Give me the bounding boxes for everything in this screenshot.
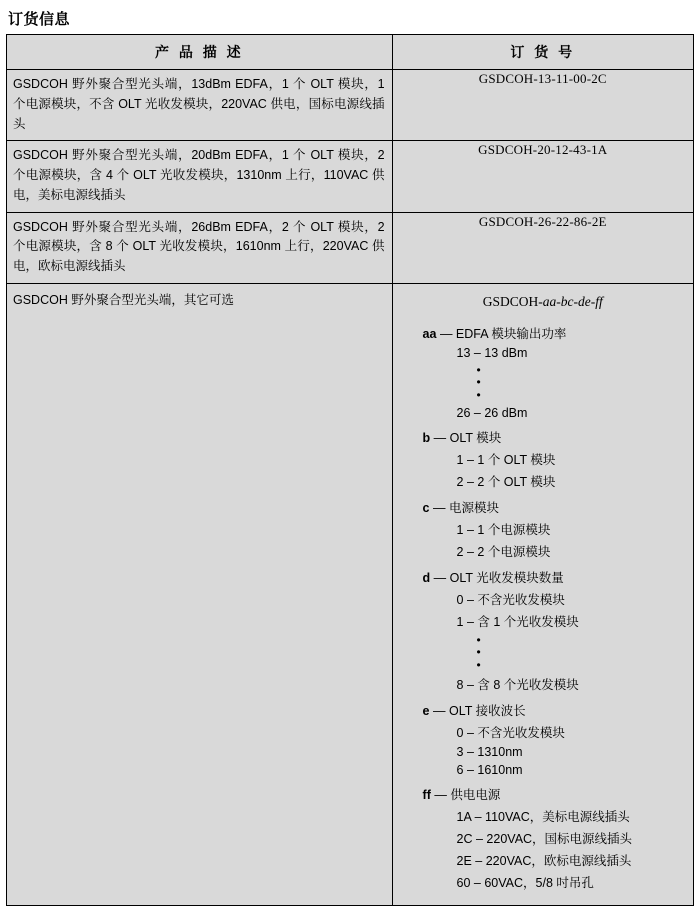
legend-item: 6 – 1610nm (456, 763, 523, 778)
legend-title-aa: EDFA 模块输出功率 (455, 326, 567, 341)
legend-item: 1A – 110VAC，美标电源线插头 (456, 810, 630, 825)
ordering-information-table (6, 34, 694, 906)
legend-dash: — (434, 788, 447, 803)
legend-code-ff: ff (422, 788, 431, 803)
legend-item: 2 – 2 个电源模块 (456, 544, 551, 559)
legend-title-ff: 供电电源 (450, 788, 501, 803)
order-code: GSDCOH-26-22-86-2E (392, 212, 693, 283)
legend-code-e: e (422, 704, 430, 719)
table-body (7, 70, 694, 906)
legend-ellipsis: • • • (476, 362, 481, 402)
pattern-prefix: GSDCOH- (482, 293, 543, 309)
legend-item: 2C – 220VAC，国标电源线插头 (456, 832, 633, 847)
order-code: GSDCOH-13-11-00-2C (392, 70, 693, 141)
legend-title-b: OLT 模块 (449, 430, 502, 445)
legend-dash: — (439, 326, 453, 341)
legend-item: 8 – 含 8 个光收发模块 (456, 678, 579, 693)
legend-item: 0 – 不含光收发模块 (456, 726, 565, 741)
legend-code-b: b (422, 430, 431, 445)
legend-dash: — (433, 570, 447, 585)
legend-dash: — (433, 430, 447, 445)
order-code-legend (392, 283, 693, 906)
table-row-legend (7, 283, 694, 906)
product-description: GSDCOH 野外聚合型光头端，其它可选 (7, 283, 393, 906)
legend-group-b (399, 428, 687, 446)
column-header-order-code: 订 货 号 (392, 35, 693, 70)
legend-item: 60 – 60VAC，5/8 吋吊孔 (456, 876, 594, 891)
legend-title-e: OLT 接收波长 (448, 704, 526, 719)
legend-item: 26 – 26 dBm (456, 405, 528, 420)
legend-code-c: c (422, 500, 430, 515)
table-row (7, 70, 694, 141)
legend-item: 1 – 1 个电源模块 (456, 522, 551, 537)
legend-dash: — (432, 704, 446, 719)
order-code-pattern (399, 294, 687, 310)
table-header (7, 35, 694, 70)
legend-item: 2E – 220VAC，欧标电源线插头 (456, 854, 632, 869)
legend-item: 0 – 不含光收发模块 (456, 592, 565, 607)
legend-item: 1 – 1 个 OLT 模块 (456, 452, 556, 467)
legend-code-d: d (422, 570, 431, 585)
legend-title-d: OLT 光收发模块数量 (449, 570, 564, 585)
legend-dash: — (432, 500, 446, 515)
legend-code-aa: aa (422, 326, 437, 341)
pattern-variables: aa-bc-de-ff (542, 293, 603, 309)
legend-group-e (399, 701, 687, 719)
legend-item: 1 – 含 1 个光收发模块 (456, 614, 579, 629)
table-row (7, 212, 694, 283)
legend-group-aa (399, 324, 687, 342)
order-code: GSDCOH-20-12-43-1A (392, 141, 693, 212)
legend-group-c (399, 498, 687, 516)
legend-ellipsis: • • • (476, 632, 481, 672)
legend-group-ff (399, 785, 687, 803)
product-description: GSDCOH 野外聚合型光头端，13dBm EDFA，1 个 OLT 模块，1 个电源模块，不含 OLT 光收发模块，220VAC 供电，国标电源线插头 (7, 70, 393, 141)
legend-group-d (399, 568, 687, 586)
table-row (7, 141, 694, 212)
table-header-row (7, 35, 694, 70)
page-title: 订货信息 (8, 11, 71, 28)
product-description: GSDCOH 野外聚合型光头端，20dBm EDFA，1 个 OLT 模块，2 个电源模块，含 4 个 OLT 光收发模块，1310nm 上行，110VAC 供电，美标电源线插头 (7, 141, 393, 212)
product-description: GSDCOH 野外聚合型光头端，26dBm EDFA，2 个 OLT 模块，2 个电源模块，含 8 个 OLT 光收发模块，1610nm 上行，220VAC 供电，欧标电源线插头 (7, 212, 393, 283)
legend-item: 2 – 2 个 OLT 模块 (456, 474, 556, 489)
legend-title-c: 电源模块 (448, 500, 499, 515)
legend-item: 3 – 1310nm (456, 745, 523, 760)
column-header-description: 产 品 描 述 (7, 35, 393, 70)
legend-item: 13 – 13 dBm (456, 345, 528, 360)
